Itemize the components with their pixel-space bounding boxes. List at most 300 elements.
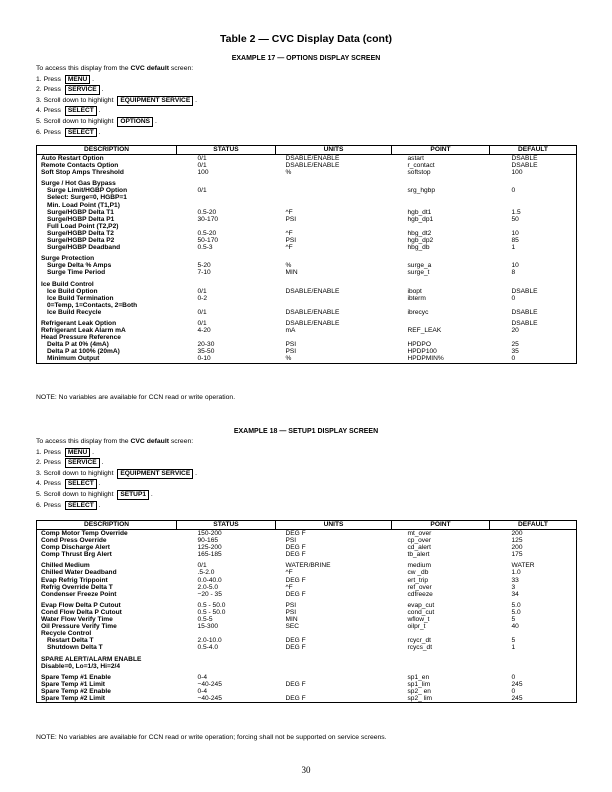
cell-point: HPDPMIN% — [407, 355, 444, 363]
table-row — [37, 558, 577, 569]
cell-description: Ice Build Control — [41, 280, 94, 288]
step-text: Press — [43, 128, 61, 136]
table-row — [37, 355, 577, 363]
cell-default: 8 — [511, 269, 516, 277]
table-row — [37, 663, 577, 670]
table-row — [37, 295, 577, 302]
cell-default: 40 — [511, 623, 519, 631]
step-text: Press — [43, 480, 61, 488]
cell-default: 25 — [511, 341, 519, 349]
cell-point — [392, 202, 490, 209]
cell-units — [276, 251, 392, 262]
table-row — [37, 251, 577, 262]
cell-point: sp1_lim — [407, 680, 431, 688]
step-text: Press — [43, 501, 61, 509]
cell-status: 0.5 - 50.0 — [197, 601, 226, 609]
cell-default: 1.0 — [511, 569, 521, 577]
cell-units: PSI — [285, 215, 297, 223]
cell-description: Surge/HGBP Delta T2 — [47, 229, 114, 237]
cell-default: 35 — [511, 348, 519, 356]
cell-point: hgb_dp2 — [407, 237, 434, 245]
cell-default: 10 — [511, 229, 519, 237]
cell-units — [276, 630, 392, 637]
cell-units: MIN — [285, 616, 298, 624]
cell-description: Spare Temp #1 Limit — [41, 680, 106, 688]
table-row — [37, 530, 577, 538]
cell-default: 0 — [511, 294, 516, 302]
key-label: SELECT — [65, 106, 97, 116]
cell-status: 0.5 - 50.0 — [197, 608, 226, 616]
step-item — [36, 75, 197, 86]
cell-units: DSABLE/ENABLE — [285, 162, 340, 170]
intro-text: To access this display from the — [36, 65, 131, 72]
cell-units: DSABLE/ENABLE — [285, 308, 340, 316]
cell-point: tb_alert — [407, 551, 430, 559]
table-row — [37, 155, 577, 163]
cell-default: 10 — [511, 262, 519, 270]
step-end: . — [98, 501, 101, 509]
cell-units: ^F — [285, 569, 293, 577]
step-number: 6. — [36, 501, 42, 509]
cell-point: hgb_dp1 — [407, 215, 434, 223]
cell-default: 0 — [511, 687, 516, 695]
cell-description: Oil Pressure Verify Time — [41, 623, 117, 631]
cell-point — [392, 316, 490, 327]
cell-status: 0/1 — [197, 308, 207, 316]
cell-units — [276, 202, 392, 209]
cell-status: 0/1 — [197, 155, 207, 162]
cell-description: Cond Flow Delta P Cutout — [41, 608, 122, 616]
cell-description: Min. Load Point (T1,P1) — [47, 201, 120, 209]
cell-units: DSABLE/ENABLE — [285, 287, 340, 295]
cell-description: Comp Discharge Alert — [41, 544, 111, 552]
key-label: EQUIPMENT SERVICE — [117, 96, 193, 106]
cell-default: 0 — [511, 187, 516, 195]
step-list — [36, 448, 197, 512]
step-end: . — [101, 459, 104, 467]
cell-default: 34 — [511, 590, 519, 598]
table-row — [37, 277, 577, 288]
table-row — [37, 202, 577, 209]
cell-units: DEG F — [285, 644, 306, 652]
cell-units — [276, 223, 392, 230]
step-end: . — [92, 75, 95, 83]
step-item — [36, 490, 197, 501]
cell-description: Evap Refrig Trippoint — [41, 576, 108, 584]
step-number: 1. — [36, 448, 42, 456]
table-row — [37, 341, 577, 348]
intro-text: To access this display from the — [36, 438, 131, 445]
step-item — [36, 501, 197, 512]
cell-status — [177, 251, 276, 262]
table-header-row — [37, 146, 577, 155]
cell-description: Head Pressure Reference — [41, 334, 121, 342]
cell-status: 0-2 — [197, 294, 208, 302]
step-end: . — [150, 490, 153, 498]
cell-description: Spare Temp #1 Enable — [41, 673, 111, 681]
cell-description: Surge / Hot Gas Bypass — [41, 180, 116, 188]
cell-point: r_contact — [407, 162, 435, 170]
table-row — [37, 688, 577, 695]
cell-description: Full Load Point (T2,P2) — [47, 222, 119, 230]
table-row — [37, 309, 577, 316]
step-number: 5. — [36, 490, 42, 498]
step-number: 3. — [36, 96, 42, 104]
cell-point: surge_t — [407, 269, 430, 277]
step-text: Press — [43, 459, 61, 467]
cell-description: Comp Motor Temp Override — [41, 530, 128, 537]
cell-point — [392, 223, 490, 230]
cell-units: DEG F — [285, 544, 306, 552]
cell-description: Restart Delta T — [47, 637, 94, 645]
example-18-title: EXAMPLE 18 — SETUP1 DISPLAY SCREEN — [233, 428, 379, 435]
cell-description: Surge/HGBP Deadband — [47, 244, 121, 252]
cell-status — [177, 277, 276, 288]
cell-units: DEG F — [285, 530, 306, 537]
cell-default: 1 — [511, 644, 516, 652]
cell-status: 30-170 — [197, 215, 219, 223]
cell-units: ^F — [285, 244, 293, 252]
cell-units — [276, 663, 392, 670]
step-end: . — [101, 86, 104, 94]
table-row — [37, 302, 577, 309]
cell-point — [392, 194, 490, 201]
cell-description: Refrig Override Delta T — [41, 583, 113, 591]
cell-status — [177, 630, 276, 637]
cell-units — [276, 302, 392, 309]
step-item — [36, 458, 197, 469]
cell-status — [177, 202, 276, 209]
table-row — [37, 176, 577, 187]
cell-point: ibopt — [407, 287, 422, 295]
setup1-table — [36, 520, 577, 703]
table-row — [37, 637, 577, 644]
table-row — [37, 623, 577, 630]
step-number: 2. — [36, 459, 42, 467]
cell-description: Spare Temp #2 Enable — [41, 687, 111, 695]
key-label: MENU — [65, 75, 90, 85]
cell-description: Condenser Freeze Point — [41, 590, 117, 598]
key-label: SELECT — [65, 479, 97, 489]
intro-bold-text: CVC default — [130, 438, 169, 445]
cell-point: hbg_db — [407, 244, 430, 252]
cell-point: sp2_ en — [407, 687, 431, 695]
cell-description: Recycle Control — [41, 630, 92, 638]
cell-status — [177, 652, 276, 663]
intro-text-end: screen: — [168, 65, 194, 72]
step-item — [36, 469, 197, 480]
cell-point: cw _db — [407, 569, 429, 577]
table-row — [37, 269, 577, 276]
cell-default: 245 — [511, 680, 523, 688]
step-text: Scroll down to highlight — [43, 490, 114, 498]
table-row — [37, 569, 577, 576]
header-point: POINT — [392, 146, 490, 155]
cell-point: medium — [407, 562, 431, 570]
cell-description: Water Flow Verify Time — [41, 616, 113, 624]
step-number: 1. — [36, 75, 42, 83]
cell-units: DEG F — [285, 576, 306, 584]
table-row — [37, 644, 577, 651]
cell-units: DEG F — [285, 551, 306, 559]
cell-default: DSABLE — [511, 287, 538, 295]
example-17-steps — [36, 64, 197, 138]
cell-description: Spare Temp #2 Limit — [41, 694, 106, 702]
cell-point: sp2_ lim — [407, 694, 433, 702]
cell-point — [392, 652, 490, 663]
cell-units: DSABLE/ENABLE — [285, 155, 340, 162]
cell-default — [490, 202, 577, 209]
table-row — [37, 230, 577, 237]
steps-intro — [36, 64, 197, 75]
cell-units — [276, 194, 392, 201]
cell-default: WATER — [511, 562, 535, 570]
cell-point: hgb_dt1 — [407, 208, 432, 216]
cell-status: 7-10 — [197, 269, 211, 277]
cell-default: 5.0 — [511, 608, 521, 616]
cell-description: Surge Time Period — [47, 269, 106, 277]
header-status: STATUS — [177, 146, 276, 155]
header-default: DEFAULT — [490, 146, 577, 155]
table-row — [37, 316, 577, 327]
cell-units: PSI — [285, 341, 297, 349]
cell-description: Shutdown Delta T — [47, 644, 103, 652]
key-label: SERVICE — [65, 85, 100, 95]
step-number: 2. — [36, 86, 42, 94]
cell-description: Minimum Output — [47, 355, 100, 363]
cell-units — [276, 670, 392, 681]
cell-status: 0.5-20 — [197, 229, 217, 237]
cell-description: Ice Build Option — [47, 287, 98, 295]
cell-default: 5 — [511, 637, 516, 645]
cell-status: 0-4 — [197, 687, 208, 695]
table-row — [37, 609, 577, 616]
key-label: SELECT — [65, 501, 97, 511]
cell-default: 1.5 — [511, 208, 521, 216]
cell-description: Surge/HGBP Delta T1 — [47, 208, 114, 216]
table-row — [37, 598, 577, 609]
cell-default: 200 — [511, 544, 523, 552]
cell-default — [490, 176, 577, 187]
cell-description: Delta P at 100% (20mA) — [47, 348, 120, 356]
step-number: 6. — [36, 128, 42, 136]
cell-point: astart — [407, 155, 424, 162]
cell-units — [276, 688, 392, 695]
cell-status: 0-10 — [197, 355, 211, 363]
table-row — [37, 334, 577, 341]
step-item — [36, 479, 197, 490]
table-row — [37, 237, 577, 244]
cell-units: SEC — [285, 623, 300, 631]
cell-point: wflow_t — [407, 616, 430, 624]
cell-status: 2.0-5.0 — [197, 583, 219, 591]
step-item — [36, 106, 197, 117]
cell-description: 0=Temp, 1=Contacts, 2=Both — [47, 301, 138, 309]
cell-description: Disable=0, Lo=1/3, Hi=2/4 — [41, 662, 120, 670]
cell-default: 200 — [511, 530, 523, 537]
key-label: SERVICE — [65, 458, 100, 468]
options-table — [36, 145, 577, 364]
cell-description: Ice Build Termination — [47, 294, 114, 302]
example-18-steps — [36, 437, 197, 511]
cell-point: cd_alert — [407, 544, 431, 552]
cell-status: 20-30 — [197, 341, 215, 349]
cell-units — [276, 652, 392, 663]
cell-description: Delta P at 0% (4mA) — [47, 341, 109, 349]
table-row — [37, 187, 577, 194]
cell-status: .5-2.0 — [197, 569, 215, 577]
cell-status: 5-20 — [197, 262, 211, 270]
cell-point — [392, 334, 490, 341]
cell-point: hbg_dt2 — [407, 229, 432, 237]
cell-status — [177, 334, 276, 341]
table-row — [37, 223, 577, 230]
cell-default: DSABLE — [511, 155, 538, 162]
key-label: SELECT — [65, 128, 97, 138]
table-row — [37, 288, 577, 295]
cell-units: PSI — [285, 537, 297, 545]
cell-point: evap_cut — [407, 601, 435, 609]
cell-description: Remote Contacts Option — [41, 162, 119, 170]
cell-status: 90-165 — [197, 537, 219, 545]
cell-description: Surge Limit/HGBP Option — [47, 187, 128, 195]
table-title: Table 2 — CVC Display Data (cont) — [220, 33, 392, 45]
table-row — [37, 348, 577, 355]
cell-description: Select: Surge=0, HGBP=1 — [47, 194, 127, 202]
cell-units: % — [285, 262, 292, 270]
cell-point: rcycr_dt — [407, 637, 431, 645]
cell-default — [490, 630, 577, 637]
step-item — [36, 128, 197, 139]
step-number: 4. — [36, 107, 42, 115]
cell-point — [392, 663, 490, 670]
intro-bold-text: CVC default — [130, 65, 169, 72]
table-row — [37, 162, 577, 169]
steps-intro — [36, 437, 197, 448]
step-item — [36, 96, 197, 107]
cell-default: 245 — [511, 694, 523, 702]
cell-default — [490, 251, 577, 262]
cell-units: PSI — [285, 237, 297, 245]
header-units: UNITS — [276, 146, 392, 155]
table-row — [37, 551, 577, 558]
cell-units: DEG F — [285, 694, 306, 702]
cell-default: 0 — [511, 673, 516, 681]
table-row — [37, 695, 577, 703]
step-text: Press — [43, 86, 61, 94]
cell-units — [276, 277, 392, 288]
cell-status: 0.0-40.0 — [197, 576, 222, 584]
cell-units: ^F — [285, 229, 293, 237]
cell-units: % — [285, 355, 292, 363]
cell-description: Surge/HGBP Delta P1 — [47, 215, 115, 223]
example-17-note: NOTE: No variables are available for CCN read or write operation. — [36, 394, 236, 401]
cell-status: 0.5-3 — [197, 244, 213, 252]
table-header-row — [37, 521, 577, 530]
cell-default: DSABLE — [511, 308, 538, 316]
cell-description: Chilled Medium — [41, 562, 90, 570]
cell-status: 0.5-20 — [197, 208, 217, 216]
cell-point: HPDP100 — [407, 348, 437, 356]
cell-default — [490, 223, 577, 230]
table-row — [37, 169, 577, 176]
key-label: EQUIPMENT SERVICE — [117, 469, 193, 479]
cell-units — [276, 187, 392, 194]
cell-default: 1 — [511, 244, 516, 252]
cell-point: ert_trip — [407, 576, 429, 584]
step-end: . — [195, 96, 197, 104]
table-row — [37, 544, 577, 551]
table-row — [37, 591, 577, 598]
cell-description: Ice Build Recycle — [47, 308, 102, 316]
cell-description: Comp Thrust Brg Alert — [41, 551, 112, 559]
cell-units: DEG F — [285, 680, 306, 688]
cell-default — [490, 302, 577, 309]
table-row — [37, 670, 577, 681]
cell-units: PSI — [285, 348, 297, 356]
cell-point: rcycs_dt — [407, 644, 433, 652]
cell-description: Auto Restart Option — [41, 155, 104, 162]
cell-point: cp_over — [407, 537, 431, 545]
cell-default — [490, 652, 577, 663]
cell-units: ^F — [285, 583, 293, 591]
key-label: SETUP1 — [117, 490, 149, 500]
table-row — [37, 262, 577, 269]
table-row — [37, 537, 577, 544]
key-label: MENU — [65, 448, 90, 458]
cell-default: 50 — [511, 215, 519, 223]
cell-units: DSABLE/ENABLE — [285, 319, 340, 327]
cell-status: 0/1 — [197, 319, 207, 327]
cell-units: WATER/BRINE — [285, 562, 331, 570]
header-units: UNITS — [276, 521, 392, 530]
example-18-note: NOTE: No variables are available for CCN read or write operation; forcing shall not be supported on service screens. — [36, 734, 387, 741]
header-status: STATUS — [177, 521, 276, 530]
cell-status — [177, 302, 276, 309]
table-row — [37, 681, 577, 688]
cell-units — [276, 334, 392, 341]
cell-status: 0-4 — [197, 673, 208, 681]
cell-description: Soft Stop Amps Threshold — [41, 169, 124, 177]
cell-status: 100 — [197, 169, 209, 177]
cell-description: Evap Flow Delta P Cutout — [41, 601, 121, 609]
cell-default: 175 — [511, 551, 523, 559]
step-text: Scroll down to highlight — [43, 96, 114, 104]
cell-point: ibrecyc — [407, 308, 429, 316]
step-end: . — [195, 469, 197, 477]
cell-point: oilpr_t — [407, 623, 426, 631]
step-text: Press — [43, 107, 61, 115]
cell-point: cdfreeze — [407, 590, 433, 598]
cell-status: 4-20 — [197, 327, 211, 335]
cell-status: −40-245 — [197, 680, 222, 688]
cell-status: 125-200 — [197, 544, 222, 552]
cell-status — [177, 176, 276, 187]
cell-default: 20 — [511, 327, 519, 335]
cell-point: softstop — [407, 169, 431, 177]
step-text: Press — [43, 448, 61, 456]
cell-default: DSABLE — [511, 319, 538, 327]
step-item — [36, 117, 197, 128]
step-end: . — [154, 117, 157, 125]
step-number: 4. — [36, 480, 42, 488]
cell-description: Surge Delta % Amps — [47, 262, 112, 270]
cell-status: 2.0-10.0 — [197, 637, 222, 645]
cell-point — [392, 277, 490, 288]
cell-status: 0.5-4.0 — [197, 644, 219, 652]
table-row — [37, 577, 577, 584]
cell-units: MIN — [285, 269, 298, 277]
